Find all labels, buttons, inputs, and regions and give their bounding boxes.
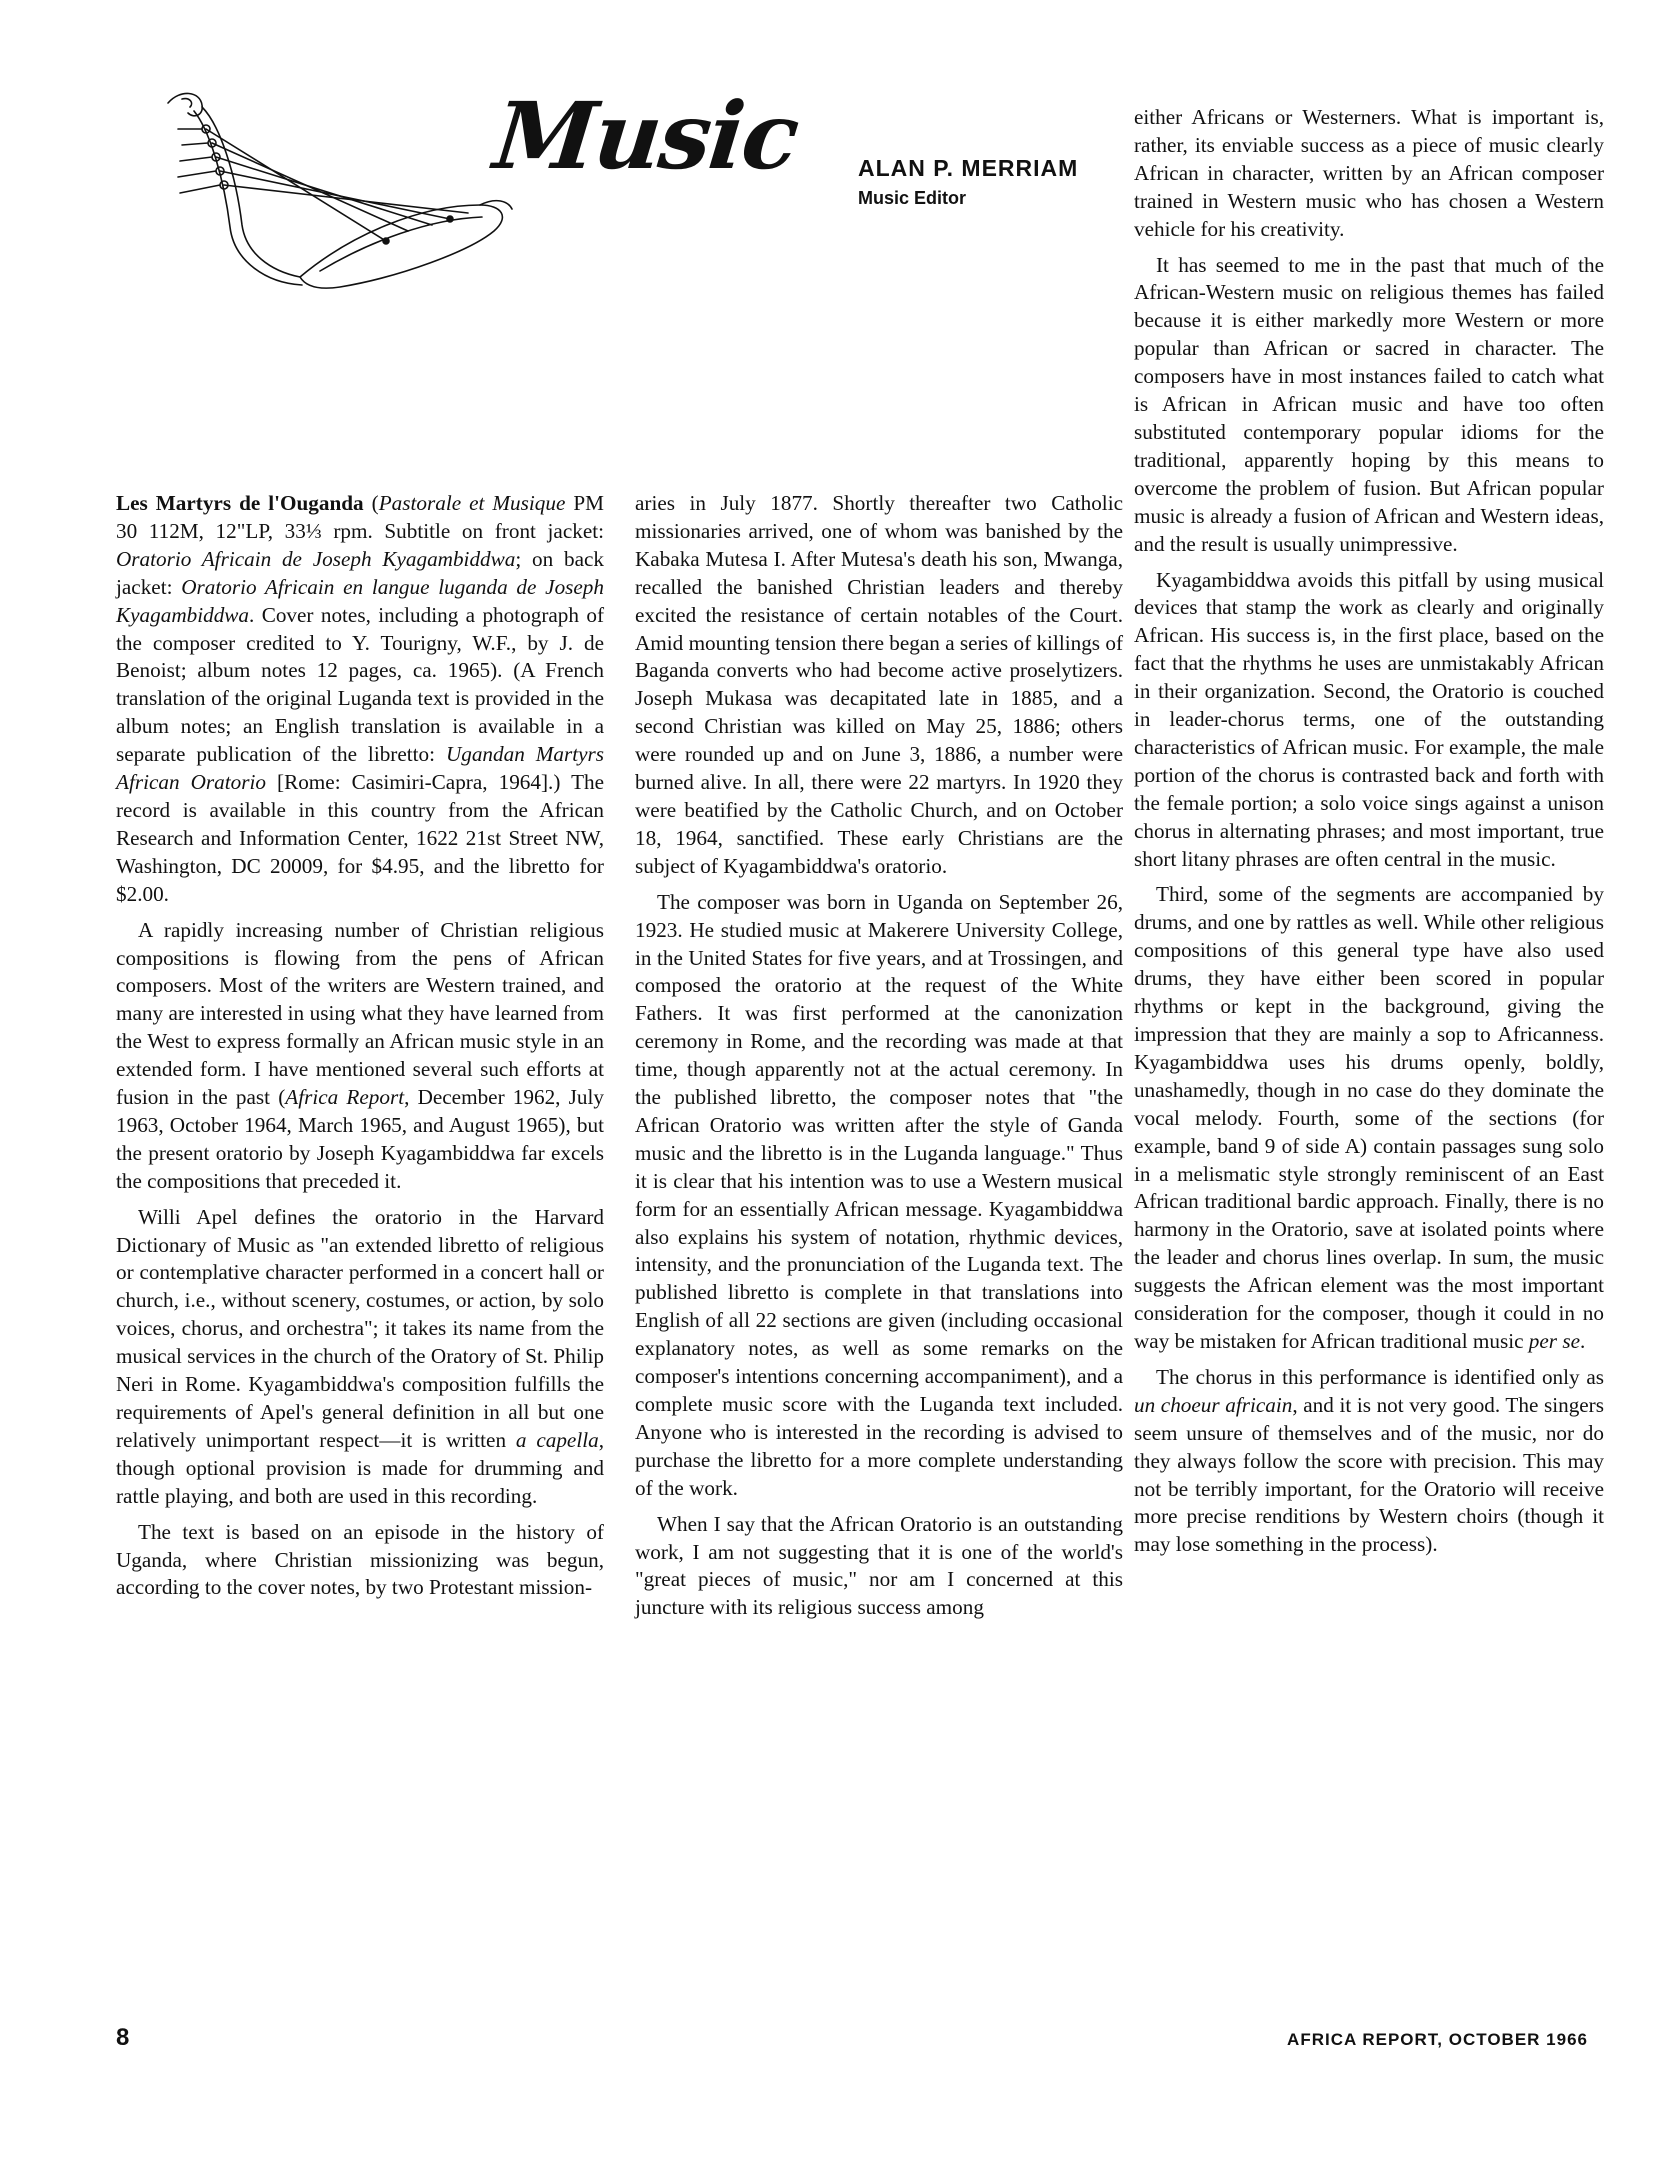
paragraph: The chorus in this performance is identified only as un choeur africain, and it is not very good. The singers seem unsure of themselves and of the music, nor do they always follow the score with precision. This may not be terribly important, for the Oratorio will receive more precise renditions by Western choirs (though it may lose something in the process). bbox=[1134, 1364, 1604, 1557]
column-2 bbox=[635, 490, 1123, 1630]
column-3 bbox=[1134, 104, 1604, 1567]
harp-illustration-icon bbox=[150, 85, 520, 295]
page-number: 8 bbox=[116, 2024, 130, 2051]
paragraph: When I say that the African Oratorio is an outstanding work, I am not suggesting that it is one of the world's "great pieces of music," nor am I concerned at this juncture with its religious success among bbox=[635, 1511, 1123, 1620]
running-footer: AFRICA REPORT, OCTOBER 1966 bbox=[1287, 2030, 1588, 2049]
paragraph: It has seemed to me in the past that much of the African-Western music on religious themes has failed because it is either markedly more Western or more popular than African or sacred in character. The composers have in most instances failed to catch what is African in African music and have too often substituted contemporary popular idioms for the traditional, apparently hoping by this means to overcome the problem of fusion. But African popular music is already a fusion of African and Western ideas, and the result is usually unimpressive. bbox=[1134, 252, 1604, 556]
byline bbox=[858, 155, 1078, 209]
paragraph: Kyagambiddwa avoids this pitfall by using musical devices that stamp the work as clearly and originally African. His success is, in the first place, based on the fact that the rhythms he uses are unmistakably African in their organization. Second, the Oratorio is couched in leader-chorus terms, one of the outstanding characteristics of African music. For example, the male portion of the chorus is contrasted back and forth with the female portion; a solo voice sings against a unison chorus in alternating phrases; and most important, true short litany phrases are often central in the music. bbox=[1134, 567, 1604, 871]
section-title: Music bbox=[489, 82, 803, 190]
paragraph: A rapidly increasing number of Christian religious compositions is flowing from the pens of African composers. Most of the writers are Western trained, and many are interested in using what they have learned from the West to express formally an African music style in an extended form. I have mentioned several such efforts at fusion in the past (Africa Report, December 1962, July 1963, October 1964, March 1965, and August 1965), but the present oratorio by Joseph Kyagambiddwa far excels the compositions that preceded it. bbox=[116, 917, 604, 1193]
paragraph: The text is based on an episode in the history of Uganda, where Christian missionizing was begun, according to the cover notes, by two Protestant mission- bbox=[116, 1519, 604, 1600]
paragraph: aries in July 1877. Shortly thereafter two Catholic missionaries arrived, one of whom was banished by the Kabaka Mutesa I. After Mutesa's death his son, Mwanga, recalled the banished Christian leaders and thereby excited the resistance of certain notables of the Court. Amid mounting tension there began a series of killings of Baganda converts who had become active proselytizers. Joseph Mukasa was decapitated late in 1885, and a second Christian was killed on May 25, 1886; others were rounded up and on June 3, 1886, a number were burned alive. In all, there were 22 martyrs. In 1920 they were beatified by the Catholic Church, and on October 18, 1964, sanctified. These early Christians are the subject of Kyagambiddwa's oratorio. bbox=[635, 491, 1123, 878]
column-1 bbox=[116, 490, 604, 1610]
paragraph: Third, some of the segments are accompanied by drums, and one by rattles as well. While other religious compositions of this general type have also used drums, they have either been scored in popular rhythms or kept in the background, giving the impression that they are mainly a sop to Africanness. Kyagambiddwa uses his drums openly, boldly, unashamedly, though in no case do they dominate the vocal melody. Fourth, some of the sections (for example, band 9 of side A) contain passages sung solo in a melismatic style strongly reminiscent of an East African traditional bardic approach. Finally, there is no harmony in the Oratorio, save at isolated points where the leader and chorus lines overlap. In sum, the music suggests the African element was the most important consideration for the composer, though it could in no way be mistaken for African traditional music per se. bbox=[1134, 882, 1604, 1353]
review-heading: Les Martyrs de l'Ouganda bbox=[116, 491, 364, 515]
author-name: ALAN P. MERRIAM bbox=[858, 155, 1079, 181]
paragraph: Les Martyrs de l'Ouganda (Pastorale et Musique PM 30 112M, 12"LP, 33⅓ rpm. Subtitle on front jacket: Oratorio Africain de Joseph Kyagambiddwa; on back jacket: Oratorio Africain en langue luganda de Joseph Kyagambiddwa. Cover notes, including a photograph of the composer credited to Y. Tourigny, W.F., by J. de Benoist; album notes 12 pages, ca. 1965). (A French translation of the original Luganda text is provided in the album notes; an English translation is available in a separate publication of the libretto: Ugandan Martyrs African Oratorio [Rome: Casimiri-Capra, 1964].) The record is available in this country from the African Research and Information Center, 1622 21st Street NW, Washington, DC 20009, for $4.95, and the libretto for $2.00. bbox=[116, 491, 605, 906]
author-role: Music Editor bbox=[858, 188, 967, 208]
paragraph: either Africans or Westerners. What is important is, rather, its enviable success as a piece of music clearly African in character, written by an African composer trained in Western music who has chosen a Western vehicle for his creativity. bbox=[1134, 105, 1604, 241]
paragraph: The composer was born in Uganda on September 26, 1923. He studied music at Makerere University College, in the United States for five years, and at Trossingen, and composed the oratorio at the request of the White Fathers. It was first performed at the canonization ceremony in Rome, and the recording was made at that time, though apparently not at the actual ceremony. In the published libretto, the composer notes that "the African Oratorio was written after the style of Ganda music and the libretto is in the Luganda language." Thus it is clear that his intention was to use a Western musical form for an essentially African message. Kyagambiddwa also explains his system of notation, rhythmic devices, intensity, and the pronunciation of the Luganda text. The published libretto is complete in that translations into English of all 22 sections are given (including occasional explanatory notes, as well as some remarks on the composer's intentions concerning accompaniment), and a complete music score with the Luganda text included. Anyone who is interested in the recording is advised to purchase the libretto for a more complete understanding of the work. bbox=[635, 889, 1123, 1500]
paragraph: Willi Apel defines the oratorio in the Harvard Dictionary of Music as "an extended libretto of religious or contemplative character performed in a concert hall or church, i.e., without scenery, costumes, or action, by solo voices, chorus, and orchestra"; it takes its name from the musical services in the church of the Oratory of St. Philip Neri in Rome. Kyagambiddwa's composition fulfills the requirements of Apel's general definition in all but one relatively unimportant respect—it is written a capella, though optional provision is made for drumming and rattle playing, and both are used in this recording. bbox=[116, 1204, 604, 1508]
